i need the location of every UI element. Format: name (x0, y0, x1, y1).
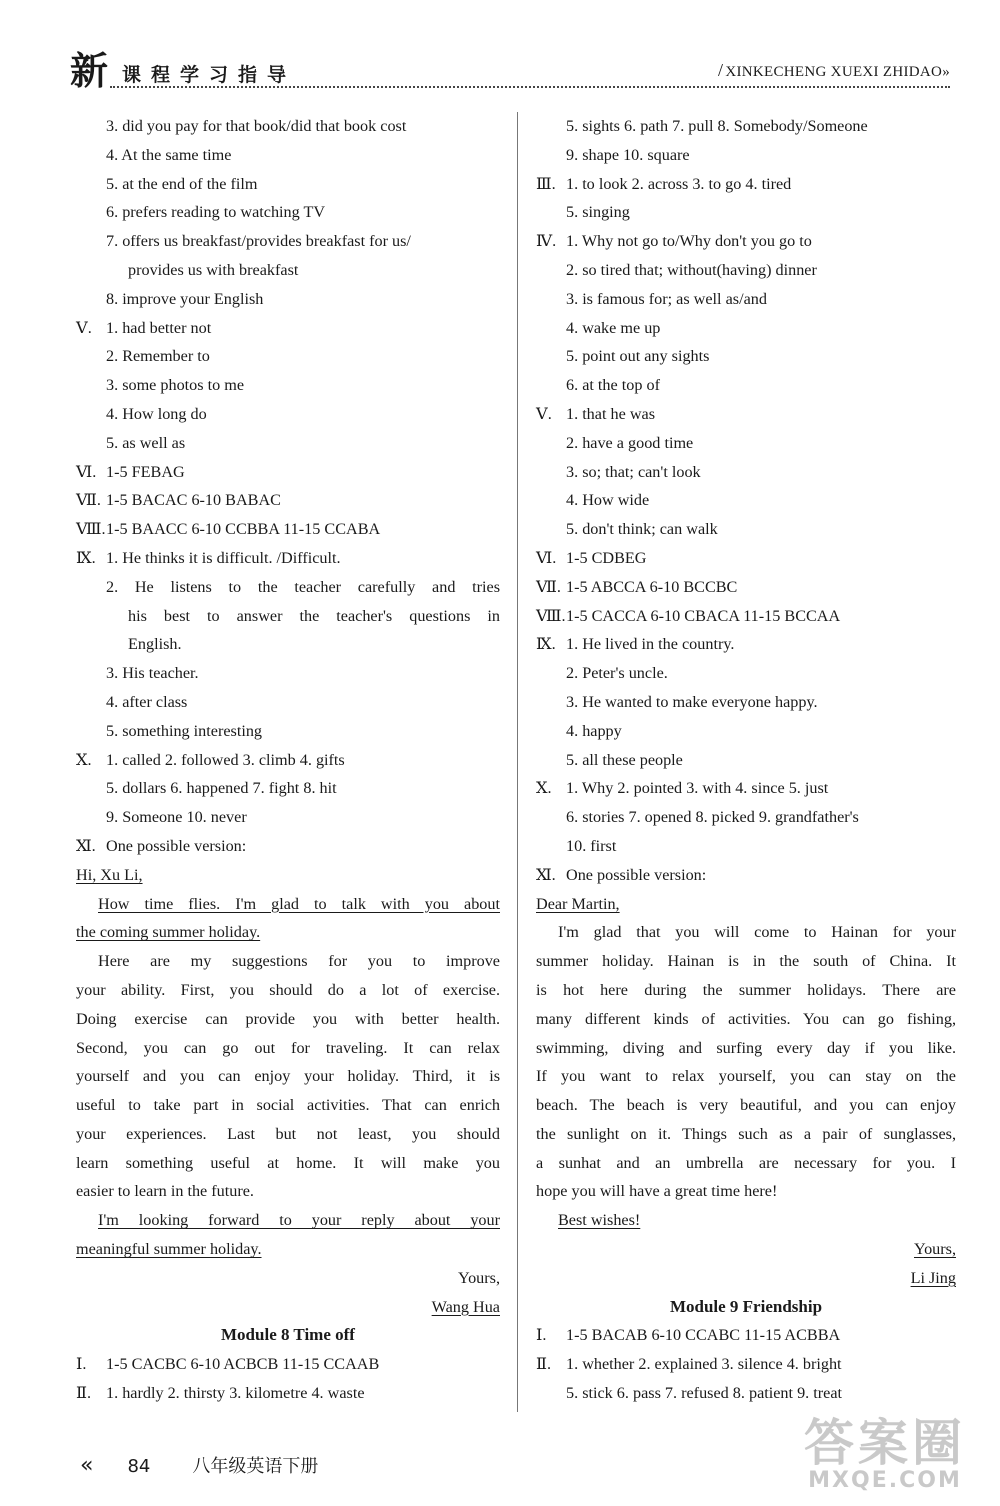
chevron-right-icon: » (942, 64, 950, 80)
left-line: Doing exercise can provide you with better health. (76, 1009, 500, 1028)
right-line: 5. all these people (566, 750, 683, 769)
right-line: 4. How wide (566, 491, 650, 510)
right-line: 5. singing (566, 203, 630, 222)
right-line: 5. point out any sights (566, 347, 710, 366)
right-line: Dear Martin, (536, 894, 620, 913)
left-line: your ability. First, you should do a lot of exercise. (76, 980, 500, 999)
right-line: the sunlight on it. Things such as a pair of sunglasses, (536, 1124, 956, 1143)
right-line: 3. is famous for; as well as/and (566, 289, 767, 308)
left-line (76, 1379, 500, 1408)
watermark-text: 答案圈 (804, 1414, 966, 1472)
right-line: 2. Peter's uncle. (566, 664, 668, 683)
answer-text: 1-5 CDBEG (566, 548, 647, 567)
chevron-left-icon: « (80, 1453, 94, 1478)
left-line (76, 486, 500, 515)
section-numeral: Ⅱ. (536, 1355, 552, 1374)
left-line: the coming summer holiday. (76, 923, 261, 942)
right-line: 5. don't think; can walk (566, 520, 718, 539)
right-line (536, 861, 956, 890)
left-line (76, 832, 500, 861)
watermark-logo (804, 1414, 966, 1493)
answer-text: 1. He lived in the country. (566, 635, 735, 654)
right-line (536, 400, 956, 429)
right-line: 6. at the top of (566, 376, 660, 395)
left-line: useful to take part in social activities. That can enrich (76, 1096, 500, 1115)
left-line: 6. prefers reading to watching TV (106, 203, 326, 222)
answer-text: 1-5 FEBAG (106, 462, 185, 481)
right-line: I'm glad that you will come to Hainan for your (558, 923, 956, 942)
right-line: is hot here during the summer holidays. There are (536, 980, 956, 999)
right-line: 3. so; that; can't look (566, 462, 701, 481)
left-line: Module 8 Time off (221, 1325, 355, 1345)
left-line: 5. as well as (106, 433, 186, 452)
answer-text: 1. He thinks it is difficult. /Difficult. (106, 548, 341, 567)
left-line: Second, you can go out for traveling. It can relax (76, 1038, 500, 1057)
right-line: 6. stories 7. opened 8. picked 9. grandfather's (566, 808, 859, 827)
left-line (76, 544, 500, 573)
section-numeral: Ⅲ. (536, 174, 556, 193)
right-line: Best wishes! (558, 1211, 641, 1230)
answer-text: 1-5 ABCCA 6-10 BCCBC (566, 577, 738, 596)
left-line: meaningful summer holiday. (76, 1240, 262, 1259)
header-title-en: XINKECHENG XUEXI ZHIDAO (725, 64, 943, 80)
left-line: How time flies. I'm glad to talk with you about (98, 894, 500, 913)
left-line: yourself and you can enjoy your holiday. Third, it is (76, 1067, 500, 1086)
left-line: 3. did you pay for that book/did that book cost (106, 117, 407, 135)
right-line (536, 774, 956, 803)
section-numeral: Ⅵ. (76, 462, 97, 481)
answer-text: 1-5 CACCA 6-10 CBACA 11-15 BCCAA (566, 606, 841, 625)
right-line: swimming, diving and surfing every day if you like. (536, 1038, 956, 1057)
section-numeral: Ⅷ. (536, 606, 566, 625)
section-numeral: Ⅳ. (536, 232, 557, 251)
left-line: 4. How long do (106, 404, 207, 423)
left-line: 5. dollars 6. happened 7. fight 8. hit (106, 779, 337, 798)
right-line (536, 630, 956, 659)
left-line: I'm looking forward to your reply about your (98, 1211, 500, 1230)
right-line: Module 9 Friendship (669, 1296, 823, 1316)
left-line: learn something useful at home. It will make you (76, 1153, 500, 1172)
left-line (76, 746, 500, 775)
header-slash: / (718, 60, 724, 80)
left-line: Here are my suggestions for you to improve (98, 952, 500, 971)
answer-text: One possible version: (566, 865, 707, 884)
right-line: a sunhat and an umbrella are necessary for you. I (536, 1153, 956, 1172)
left-line (76, 515, 500, 544)
section-numeral: Ⅺ. (76, 836, 96, 855)
left-line: Wang Hua (431, 1297, 500, 1316)
right-line (536, 1350, 956, 1379)
left-line: 4. At the same time (106, 145, 232, 164)
answer-text: 1. Why 2. pointed 3. with 4. since 5. just (566, 779, 829, 798)
left-line: 5. at the end of the film (106, 174, 258, 193)
right-line: 2. so tired that; without(having) dinner (566, 260, 817, 279)
answer-text: 1-5 CACBC 6-10 ACBCB 11-15 CCAAB (106, 1355, 380, 1374)
left-line (76, 1350, 500, 1379)
right-line: 4. wake me up (566, 318, 661, 337)
answer-text: One possible version: (106, 836, 247, 855)
right-line: Yours, (914, 1240, 956, 1259)
right-line: 3. He wanted to make everyone happy. (566, 692, 818, 711)
page-footer (80, 1452, 318, 1478)
right-column (536, 112, 956, 1408)
left-line: your experiences. Last but not least, you should (76, 1124, 500, 1143)
page-header (70, 48, 950, 94)
watermark-url: MXQE.COM (808, 1468, 962, 1493)
left-line (76, 314, 500, 343)
section-numeral: Ⅵ. (536, 548, 557, 567)
left-line: 2. He listens to the teacher carefully and tries (106, 577, 500, 596)
right-line (536, 573, 956, 602)
right-line: 4. happy (566, 721, 622, 740)
right-line: summer holiday. Hainan is in the south of China. It (536, 952, 956, 971)
left-line: 3. some photos to me (106, 376, 245, 395)
right-line: 5. stick 6. pass 7. refused 8. patient 9. treat (566, 1384, 843, 1403)
right-line (536, 602, 956, 631)
header-title-en-wrap (718, 60, 950, 81)
answer-text: 1. whether 2. explained 3. silence 4. bright (566, 1355, 842, 1374)
right-line (536, 227, 956, 256)
section-numeral: Ⅱ. (76, 1384, 92, 1403)
right-line: hope you will have a great time here! (536, 1182, 778, 1201)
section-numeral: Ⅹ. (76, 750, 92, 769)
left-column (76, 112, 500, 1408)
section-numeral: Ⅸ. (76, 548, 96, 567)
logo-character: 新 (70, 48, 109, 93)
right-line (536, 544, 956, 573)
header-rule (110, 86, 950, 88)
left-line: 2. Remember to (106, 347, 210, 366)
right-line: 5. sights 6. path 7. pull 8. Somebody/Someone (566, 117, 868, 135)
answer-text: 1-5 BAACC 6-10 CCBBA 11-15 CCABA (106, 520, 381, 539)
right-line: beach. The beach is very beautiful, and you can enjoy (536, 1096, 956, 1115)
section-numeral: Ⅸ. (536, 635, 556, 654)
right-line: 2. have a good time (566, 433, 694, 452)
left-line: 3. His teacher. (106, 664, 199, 683)
right-line: many different kinds of activities. You can go fishing, (536, 1009, 956, 1028)
right-line (536, 170, 956, 199)
answer-text: 1. hardly 2. thirsty 3. kilometre 4. waste (106, 1384, 365, 1403)
left-line: 4. after class (106, 692, 188, 711)
answer-text: 1-5 BACAC 6-10 BABAC (106, 491, 281, 510)
answer-text: 1. Why not go to/Why don't you go to (566, 232, 812, 251)
answer-text: 1. to look 2. across 3. to go 4. tired (566, 174, 792, 193)
answer-text: 1. that he was (566, 404, 656, 423)
answer-text: 1. called 2. followed 3. climb 4. gifts (106, 750, 345, 769)
left-line: 5. something interesting (106, 721, 263, 740)
right-line: If you want to relax yourself, you can stay on the (536, 1067, 956, 1086)
right-line (536, 1321, 956, 1350)
section-numeral: Ⅴ. (536, 404, 552, 423)
page-number: 84 (127, 1456, 151, 1477)
left-line: 7. offers us breakfast/provides breakfast for us/ (106, 232, 411, 251)
section-numeral: Ⅴ. (76, 318, 92, 337)
left-line: English. (128, 635, 182, 654)
answer-text: 1-5 BACAB 6-10 CCABC 11-15 ACBBA (566, 1326, 841, 1345)
section-numeral: Ⅹ. (536, 779, 552, 798)
answer-text: 1. had better not (106, 318, 212, 337)
section-numeral: Ⅶ. (536, 577, 561, 596)
left-line: 9. Someone 10. never (106, 808, 247, 827)
right-line: Li Jing (910, 1268, 956, 1287)
left-line: 8. improve your English (106, 289, 264, 308)
section-numeral: Ⅰ. (76, 1355, 87, 1374)
section-numeral: Ⅶ. (76, 491, 101, 510)
section-numeral: Ⅺ. (536, 865, 556, 884)
left-line: his best to answer the teacher's questions in (128, 606, 500, 625)
header-title-cn: 课程学习指导 (122, 64, 297, 86)
left-line (76, 458, 500, 487)
left-line: provides us with breakfast (128, 260, 299, 279)
column-divider (517, 112, 518, 1412)
book-title: 八年级英语下册 (192, 1456, 319, 1477)
left-line: Hi, Xu Li, (76, 865, 143, 884)
left-line: Yours, (458, 1268, 500, 1287)
section-numeral: Ⅰ. (536, 1326, 547, 1345)
left-line: easier to learn in the future. (76, 1182, 254, 1201)
right-line: 9. shape 10. square (566, 145, 690, 164)
right-line: 10. first (566, 836, 617, 855)
section-numeral: Ⅷ. (76, 520, 106, 539)
